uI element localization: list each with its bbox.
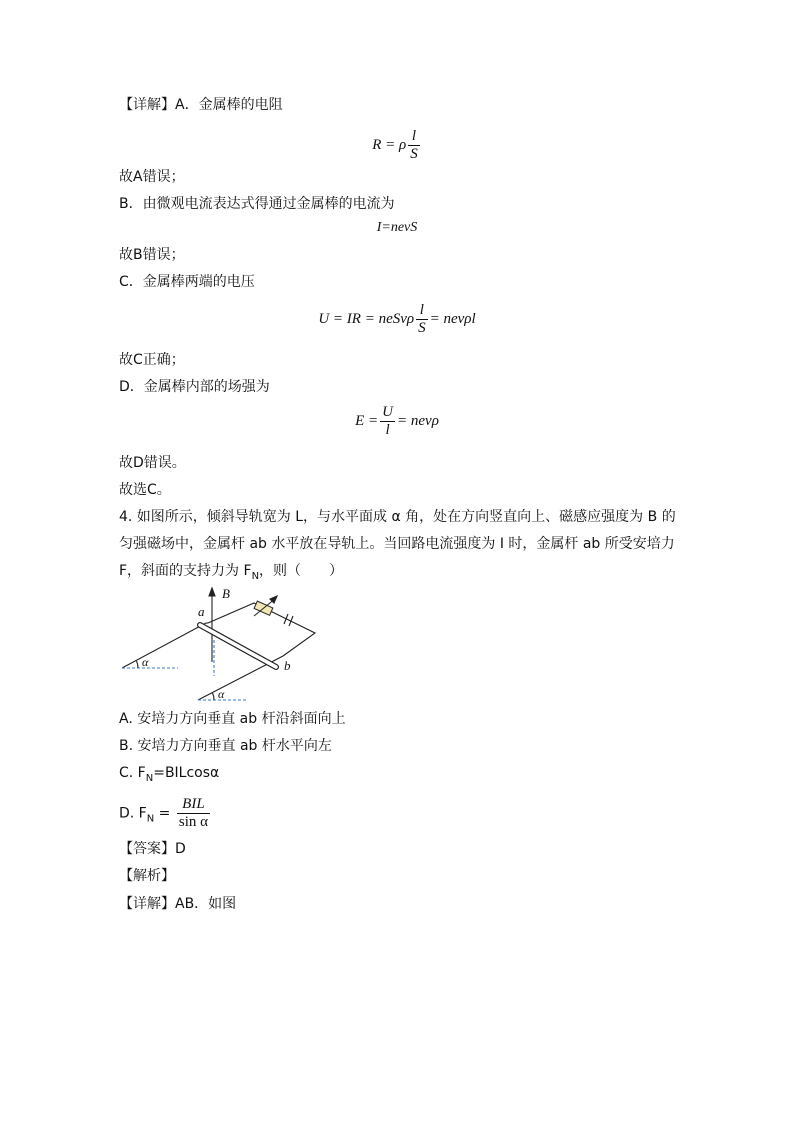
field-arrow-head bbox=[209, 588, 215, 596]
incline-rail-figure bbox=[118, 584, 328, 704]
label-a: a bbox=[198, 604, 205, 619]
fraction-numerator: U bbox=[382, 404, 393, 420]
metal-rod bbox=[200, 625, 276, 667]
option-a: A. 安培力方向垂直 ab 杆沿斜面向上 bbox=[119, 711, 346, 727]
field-fraction bbox=[380, 404, 395, 439]
voltage-rhs: = nevρl bbox=[429, 310, 476, 327]
fraction-numerator: BIL bbox=[177, 796, 210, 814]
question-line-2: 匀强磁场中，金属杆 ab 水平放在导轨上。当回路电流强度为 I 时，金属杆 ab 所受安培力 bbox=[119, 536, 675, 552]
option-d-prefix: D. F bbox=[119, 805, 147, 822]
resistance-formula bbox=[0, 128, 794, 163]
analysis-line: 【解析】 bbox=[119, 868, 175, 884]
detail-a-line: 【详解】A．金属棒的电阻 bbox=[119, 97, 283, 113]
field-rhs: = nevρ bbox=[397, 412, 439, 429]
subscript: N bbox=[145, 772, 154, 784]
upper-rail bbox=[122, 623, 206, 668]
final-choice: 故选C。 bbox=[119, 482, 171, 498]
fraction-denominator: S bbox=[410, 146, 418, 162]
voltage-lhs: U = IR = neSvρ bbox=[318, 310, 415, 327]
angle-arc-bottom bbox=[213, 693, 215, 700]
label-field-b: B bbox=[222, 586, 230, 601]
resistance-lhs: R = ρ bbox=[372, 136, 407, 153]
voltage-formula bbox=[0, 302, 794, 337]
option-d-fraction bbox=[177, 796, 210, 831]
question-line-3 bbox=[119, 561, 343, 587]
option-c-prefix: C. F bbox=[119, 765, 146, 781]
subscript: N bbox=[251, 570, 260, 582]
subscript: N bbox=[146, 813, 155, 825]
option-c bbox=[119, 763, 219, 789]
resistance-fraction bbox=[408, 128, 420, 163]
d-text-line: D．金属棒内部的场强为 bbox=[119, 379, 270, 395]
question-line-3-tail: ，则（ ） bbox=[259, 563, 344, 579]
option-d-eq: = bbox=[154, 805, 171, 822]
question-line-1: 4. 如图所示，倾斜导轨宽为 L，与水平面成 α 角，处在方向竖直向上、磁感应强度为 B 的 bbox=[119, 509, 676, 525]
c-conclusion: 故C正确； bbox=[119, 352, 185, 368]
label-alpha-bottom: α bbox=[218, 687, 225, 701]
b-text-line: B．由微观电流表达式得通过金属棒的电流为 bbox=[119, 196, 395, 212]
fraction-denominator: l bbox=[385, 422, 390, 438]
a-conclusion: 故A错误； bbox=[119, 169, 185, 185]
b-conclusion: 故B错误； bbox=[119, 247, 185, 263]
fraction-numerator: l bbox=[416, 302, 428, 320]
detail-ab-line: 【详解】AB．如图 bbox=[119, 896, 237, 912]
c-text-line: C．金属棒两端的电压 bbox=[119, 274, 255, 290]
angle-arc-top bbox=[137, 661, 139, 668]
field-formula bbox=[0, 404, 794, 439]
voltage-fraction bbox=[416, 302, 428, 337]
question-line-3-text: F，斜面的支持力为 F bbox=[119, 563, 252, 579]
option-b: B. 安培力方向垂直 ab 杆水平向左 bbox=[119, 738, 332, 754]
option-c-rest: =BILcosα bbox=[153, 765, 220, 781]
field-lhs: E = bbox=[355, 412, 379, 429]
option-d bbox=[119, 796, 212, 831]
label-alpha-top: α bbox=[142, 655, 149, 669]
current-formula: I=nevS bbox=[376, 220, 418, 235]
d-conclusion: 故D错误。 bbox=[119, 455, 186, 471]
fraction-denominator: S bbox=[418, 320, 426, 336]
fraction-numerator: l bbox=[408, 128, 420, 146]
answer-line: 【答案】D bbox=[119, 841, 186, 857]
fraction-denominator: sin α bbox=[178, 814, 208, 830]
label-b: b bbox=[284, 658, 291, 673]
